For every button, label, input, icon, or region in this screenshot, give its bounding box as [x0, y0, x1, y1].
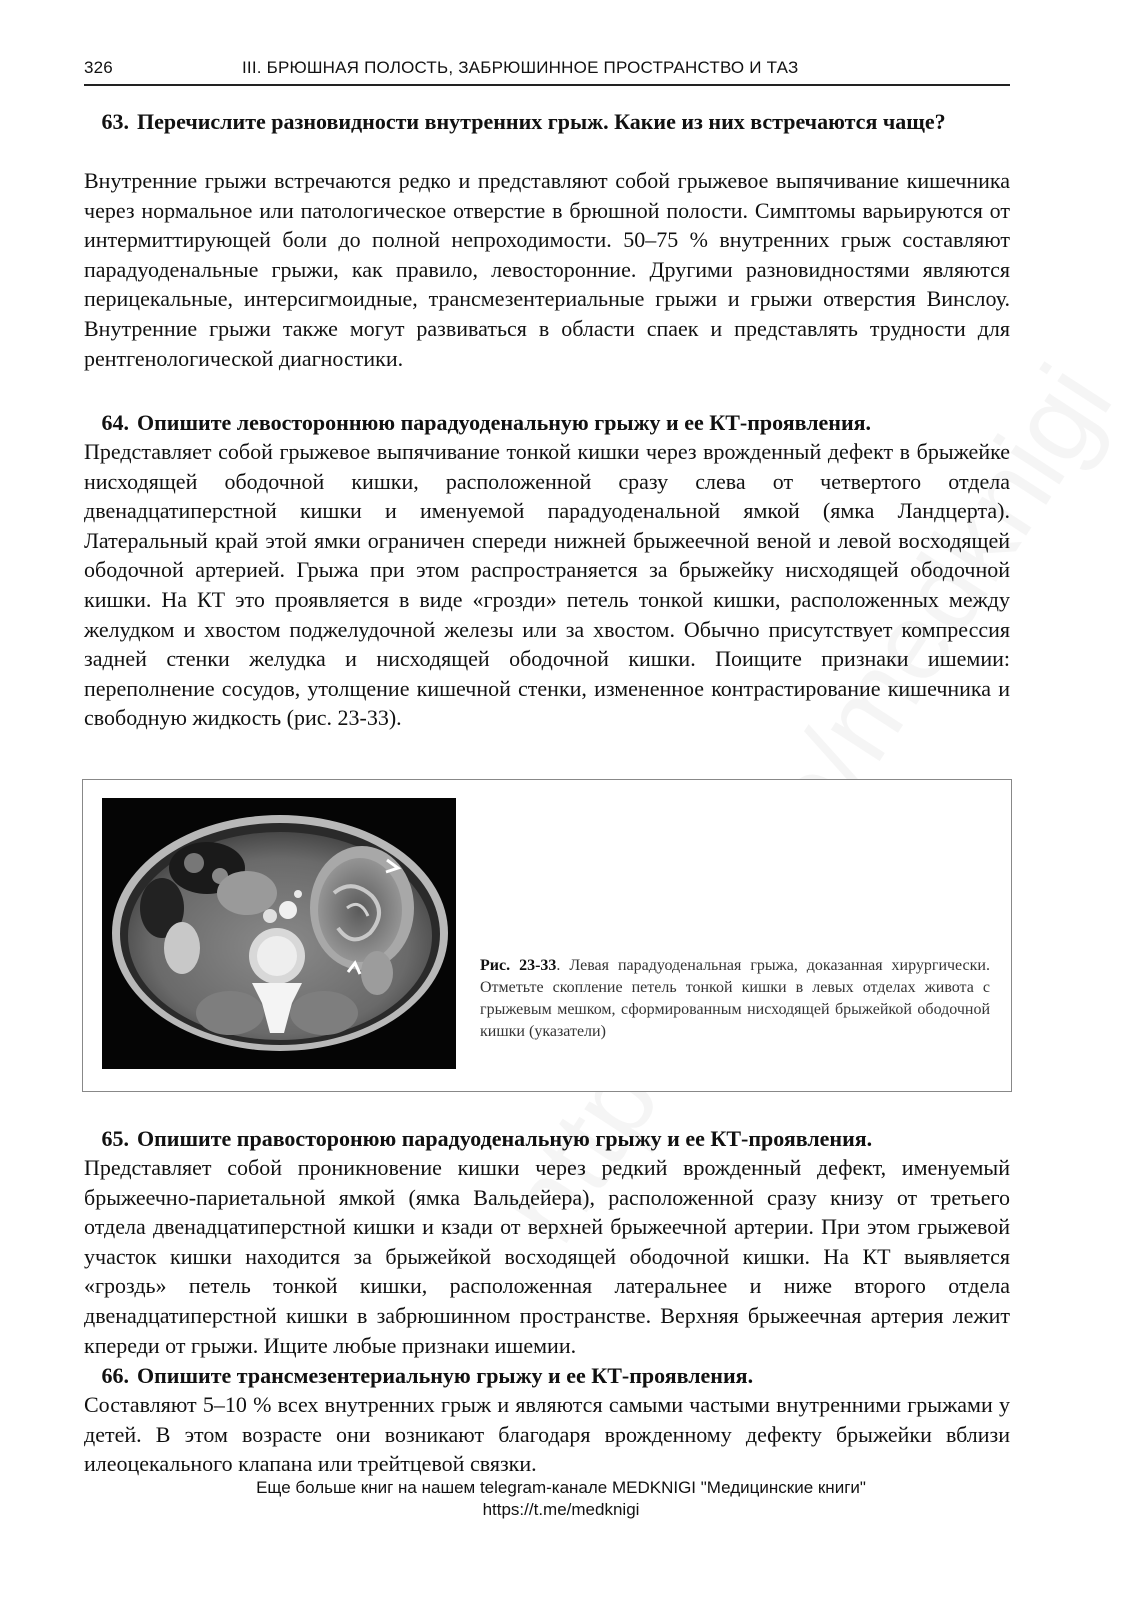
question-number: 63.: [101, 109, 129, 134]
page-number: 326: [84, 58, 113, 77]
question-text: Перечислите разновидности внутренних грыж. Какие из них встречаются чаще?: [137, 109, 946, 134]
answer-65: Представляет собой проникновение кишки через редкий врожденный дефект, именуемый брыжеечно-париетальной ямкой (ямка Вальдейера), расположенной сразу книзу от третьего отдела двенадцатиперстной кишки и кзади от верхней брыжеечной артерии. При этом грыжевой участок кишки находится за брыжейкой восходящей ободочной кишки. На КТ выявляется «гроздь» петель тонкой кишки, расположенная латеральнее и ниже второго отдела двенадцатиперстной кишки в забрюшинном пространстве. Верхняя брыжеечная артерия лежит кпереди от грыжи. Ищите любые признаки ишемии.: [84, 1155, 1010, 1358]
question-number: 66.: [101, 1363, 129, 1388]
question-64: [84, 408, 1010, 437]
footer-link[interactable]: https://t.me/medknigi: [482, 1500, 640, 1519]
figure-caption-text: . Левая парадуоденальная грыжа, доказанная хирургически. Отметьте скопление петель тонкой кишки в левых отделах живота с грыжевым мешком, сформированным нисходящей брыжейкой ободочной кишки (указатели): [480, 957, 990, 1040]
question-text: Опишите правосторонюю парадуоденальную грыжу и ее КТ-проявления.: [137, 1126, 873, 1151]
figure-caption: [480, 955, 990, 1043]
ct-scan-image: [102, 798, 456, 1069]
figure-label: Рис. 23-33: [480, 957, 557, 974]
question-65: [84, 1124, 1010, 1153]
answer-66: Составляют 5–10 % всех внутренних грыж и являются самыми частыми внутренними грыжами у детей. В этом возрасте они возникают благодаря врожденному дефекту брыжейки вблизи илеоцекального клапана или трейтцевой связки.: [84, 1392, 1010, 1477]
question-63: [84, 107, 1010, 136]
running-header: [84, 54, 1010, 86]
footer-promo-text: Еще больше книг на нашем telegram-канале MEDKNIGI "Медицинские книги": [256, 1478, 866, 1497]
running-title: III. БРЮШНАЯ ПОЛОСТЬ, ЗАБРЮШИННОЕ ПРОСТРАНСТВО И ТАЗ: [242, 58, 799, 77]
question-66: [84, 1361, 1010, 1390]
question-text: Опишите трансмезентериальную грыжу и ее КТ-проявления.: [137, 1363, 754, 1388]
answer-63: Внутренние грыжи встречаются редко и представляют собой грыжевое выпячивание кишечника через нормальное или патологическое отверстие в брюшной полости. Симптомы варьируются от интермиттирующей боли до полной непроходимости. 50–75 % внутренних грыж составляют парадуоденальные грыжи, как правило, левосторонние. Другими разновидностями являются перицекальные, интерсигмоидные, трансмезентериальные грыжи и грыжи отверстия Винслоу. Внутренние грыжи также могут развиваться в области спаек и представлять трудности для рентгенологической диагностики.: [84, 168, 1010, 371]
question-number: 65.: [101, 1126, 129, 1151]
ct-scan-drawing: [102, 798, 456, 1069]
question-text: Опишите левостороннюю парадуоденальную грыжу и ее КТ-проявления.: [137, 410, 872, 435]
answer-64: Представляет собой грыжевое выпячивание тонкой кишки через врожденный дефект в брыжейке нисходящей ободочной кишки, расположенной сразу слева от четвертого отдела двенадцатиперстной кишки и именуемой парадуоденальной ямкой (ямка Ландцерта). Латеральный край этой ямки ограничен спереди нижней брыжеечной веной и левой восходящей ободочной артерией. Грыжа при этом распространяется за брыжейку нисходящей ободочной кишки. На КТ это проявляется в виде «грозди» петель тонкой кишки, расположенных между желудком и хвостом поджелудочной железы или за хвостом. Обычно присутствует компрессия задней стенки желудка и нисходящей ободочной кишки. Поищите признаки ишемии: переполнение сосудов, утолщение кишечной стенки, измененное контрастирование кишечника и свободную жидкость (рис. 23-33).: [84, 439, 1010, 731]
question-number: 64.: [101, 410, 129, 435]
